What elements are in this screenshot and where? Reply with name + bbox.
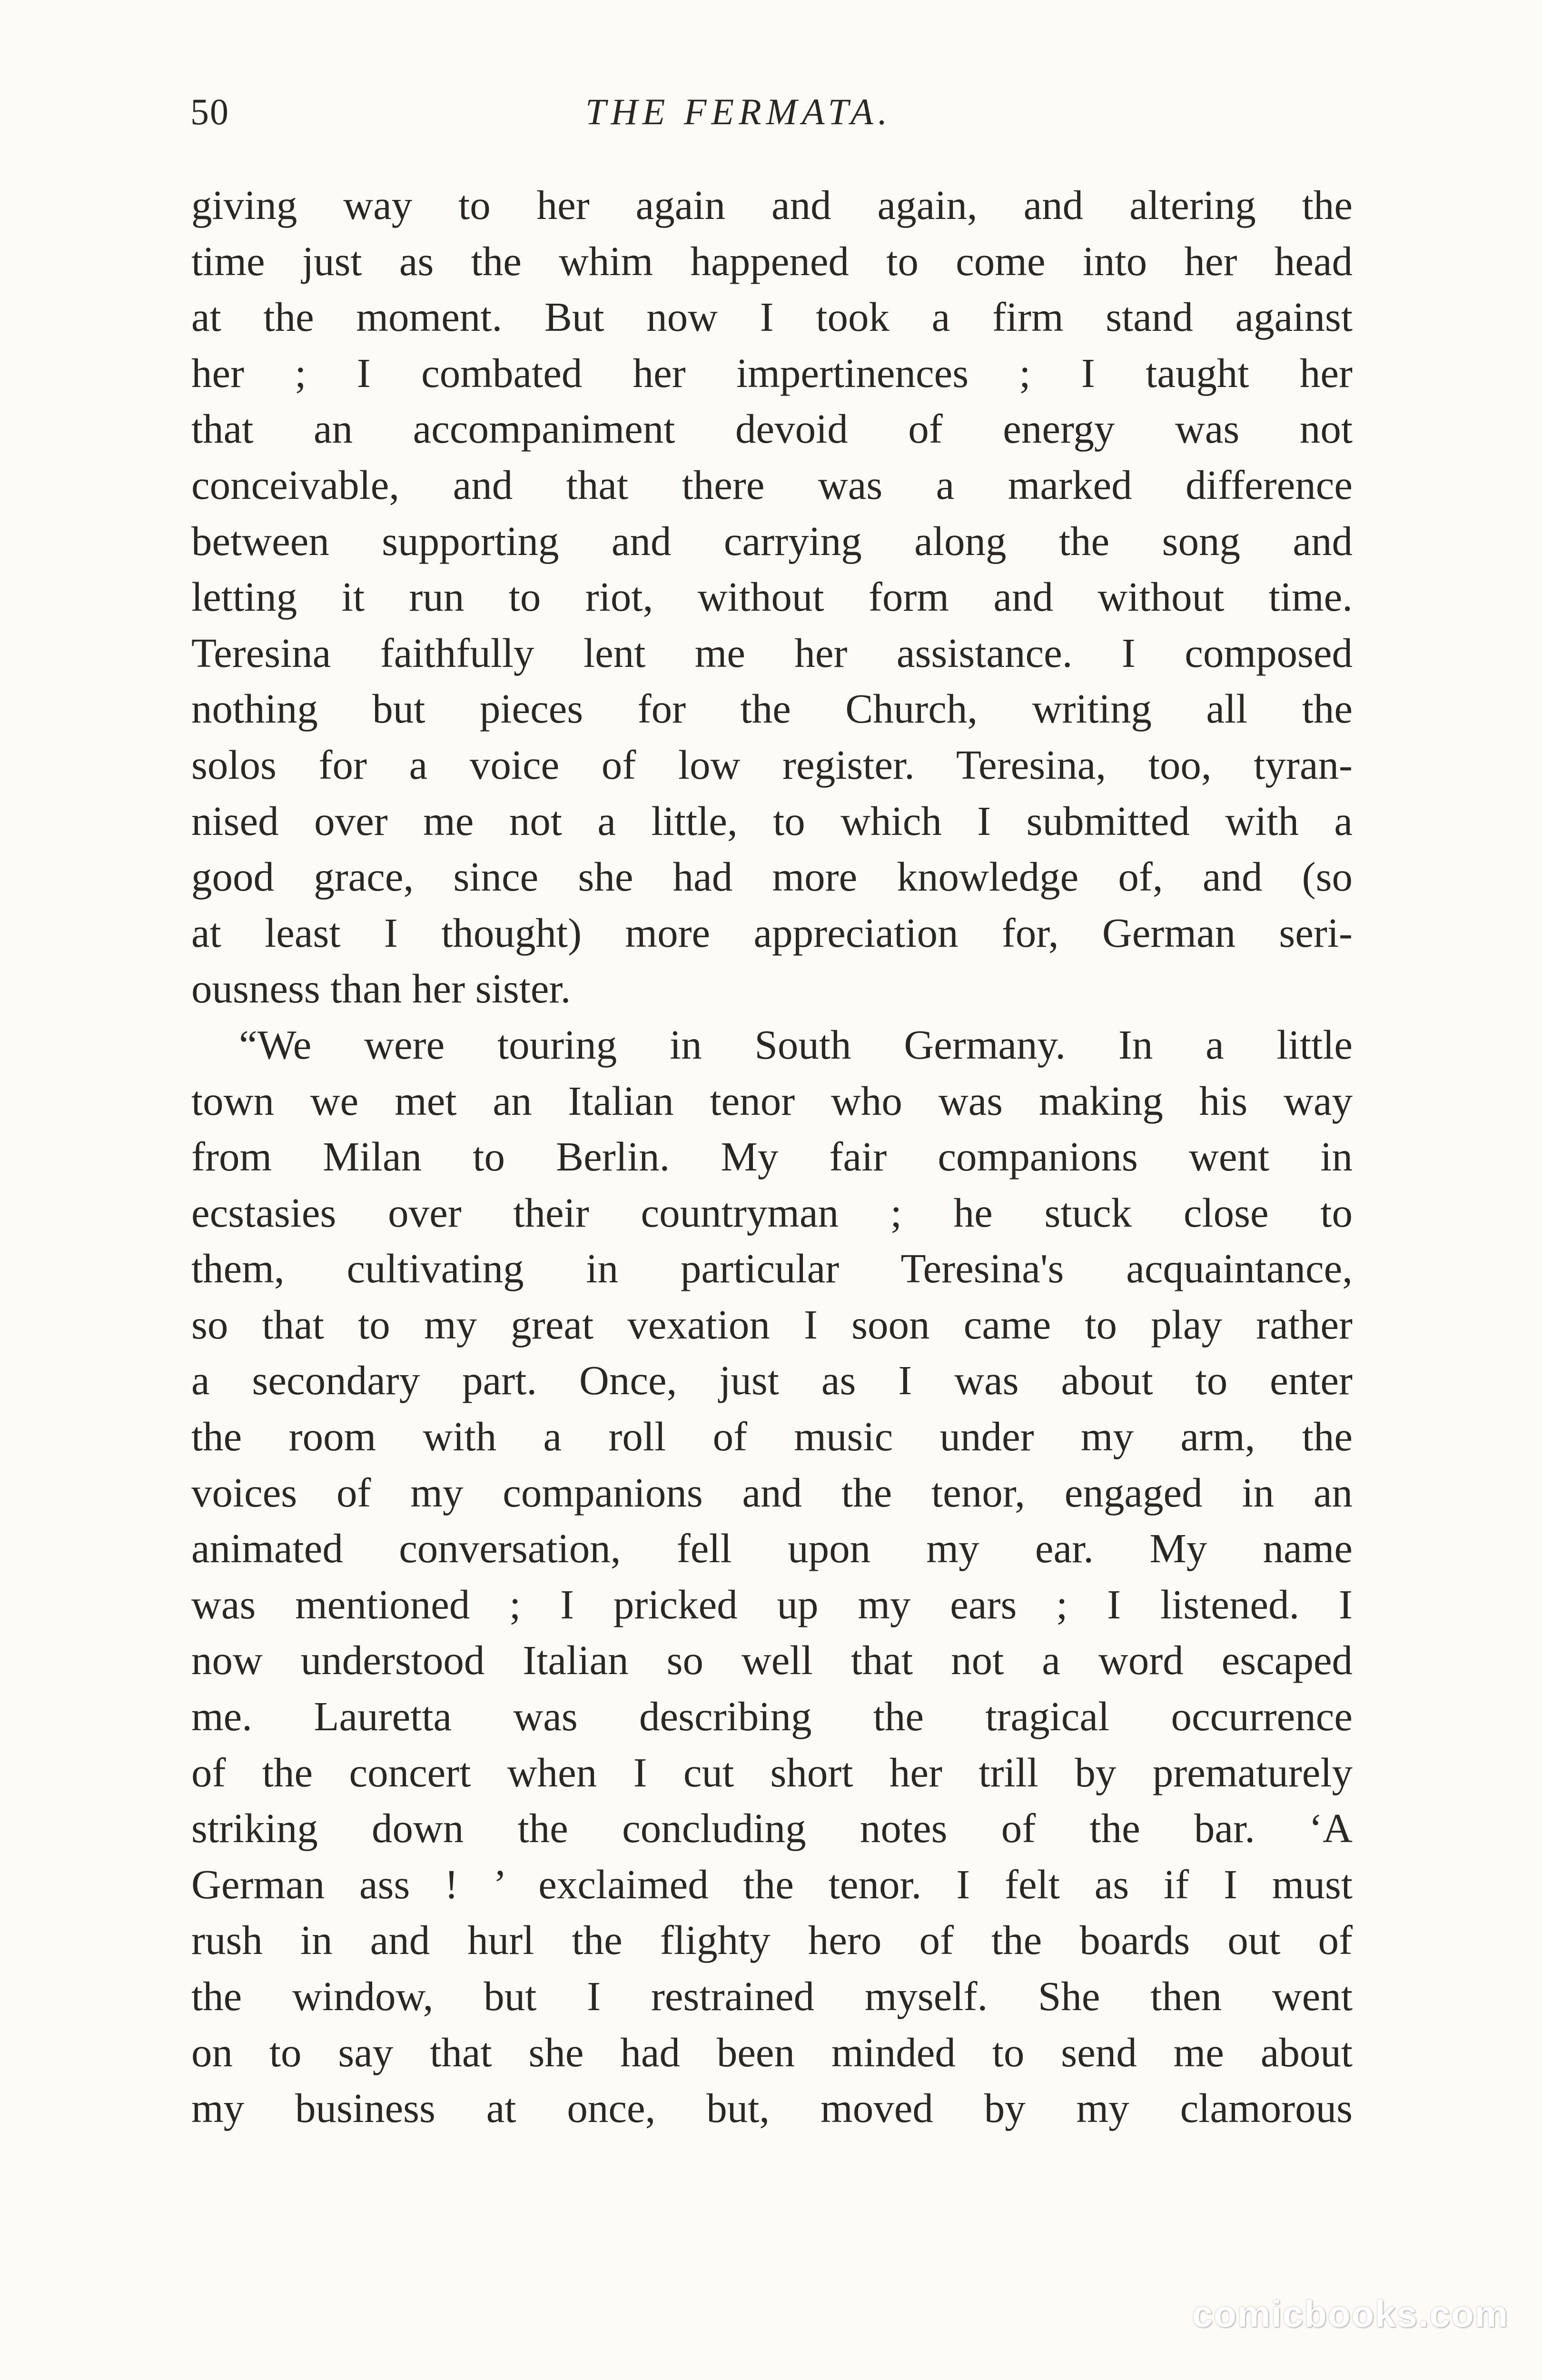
text-line: me. Lauretta was describing the tragical occurrence: [191, 1693, 1353, 1740]
text-line: time just as the whim happened to come into her head: [191, 238, 1353, 284]
text-line: town we met an Italian tenor who was making his way: [191, 1077, 1353, 1124]
text-line: the window, but I restrained myself. She then went: [191, 1973, 1353, 2019]
watermark: comicbooks.com: [1192, 2293, 1509, 2335]
text-line: of the concert when I cut short her trill by prematurely: [191, 1749, 1353, 1795]
text-line: voices of my companions and the tenor, engaged in an: [191, 1469, 1353, 1516]
text-line: ousness than her sister.: [191, 965, 571, 1012]
text-line: nised over me not a little, to which I submitted with a: [191, 797, 1353, 844]
text-line: ecstasies over their countryman ; he stuck close to: [191, 1189, 1353, 1236]
text-line: that an accompaniment devoid of energy was not: [191, 406, 1353, 452]
text-line: striking down the concluding notes of the bar. ‘A: [191, 1805, 1353, 1852]
text-line: good grace, since she had more knowledge of, and (so: [191, 853, 1353, 900]
body-text: [191, 177, 1353, 2136]
text-line: so that to my great vexation I soon came to play rather: [191, 1301, 1353, 1348]
text-line: on to say that she had been minded to send me about: [191, 2029, 1353, 2075]
text-line: at least I thought) more appreciation for, German seri-: [191, 909, 1353, 956]
text-line: “We were touring in South Germany. In a little: [239, 1021, 1353, 1068]
text-line: animated conversation, fell upon my ear. My name: [191, 1525, 1353, 1572]
running-title: THE FERMATA.: [585, 91, 892, 132]
text-line: was mentioned ; I pricked up my ears ; I listened. I: [191, 1581, 1353, 1627]
text-line: solos for a voice of low register. Teresina, too, tyran-: [191, 741, 1353, 788]
text-line: her ; I combated her impertinences ; I taught her: [191, 349, 1353, 396]
text-line: my business at once, but, moved by my clamorous: [191, 2085, 1353, 2132]
text-line: nothing but pieces for the Church, writing all the: [191, 685, 1353, 732]
text-line: at the moment. But now I took a firm stand against: [191, 294, 1353, 340]
text-line: giving way to her again and again, and altering the: [191, 182, 1353, 228]
text-line: rush in and hurl the flighty hero of the boards out of: [191, 1917, 1353, 1964]
text-line: the room with a roll of music under my arm, the: [191, 1413, 1353, 1460]
text-line: conceivable, and that there was a marked difference: [191, 461, 1353, 508]
text-line: from Milan to Berlin. My fair companions went in: [191, 1133, 1353, 1180]
text-line: letting it run to riot, without form and without time.: [191, 574, 1353, 620]
text-line: them, cultivating in particular Teresina's acquaintance,: [191, 1245, 1353, 1292]
page-number: 50: [190, 91, 229, 132]
text-line: between supporting and carrying along the song and: [191, 517, 1353, 564]
text-line: a secondary part. Once, just as I was about to enter: [191, 1357, 1353, 1404]
text-line: Teresina faithfully lent me her assistance. I composed: [191, 629, 1353, 676]
text-line: German ass ! ’ exclaimed the tenor. I felt as if I must: [191, 1861, 1353, 1907]
running-head: [190, 90, 1356, 138]
text-line: now understood Italian so well that not a word escaped: [191, 1637, 1353, 1684]
